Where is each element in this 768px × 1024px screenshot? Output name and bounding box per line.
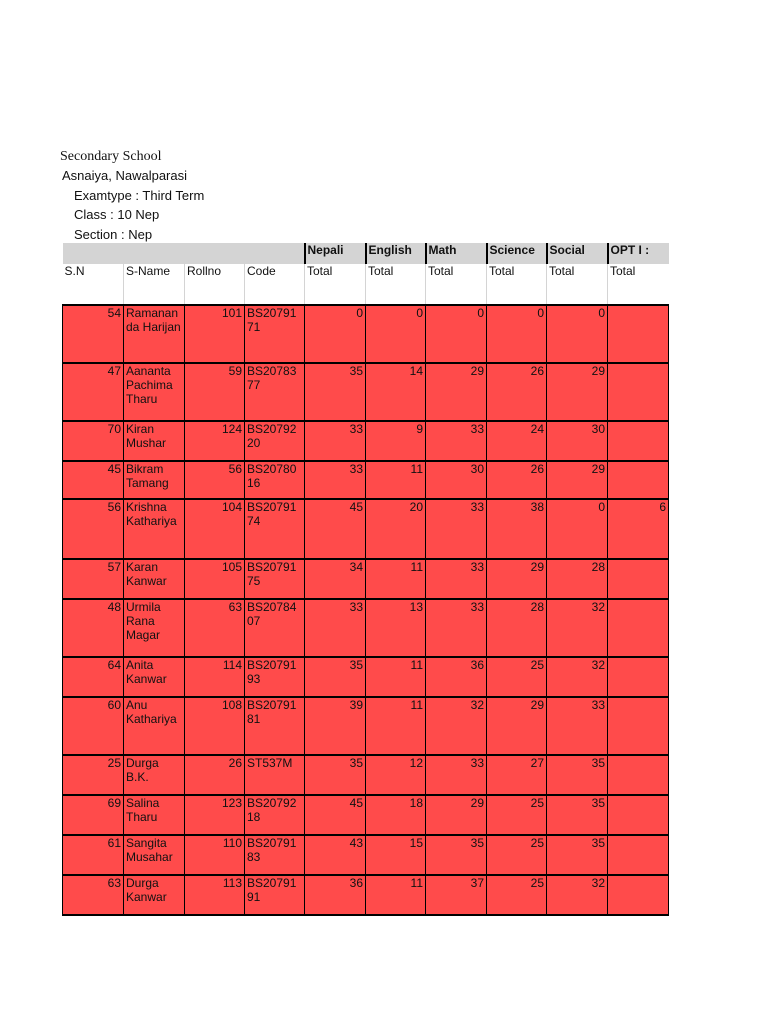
cell-name: Anita Kanwar xyxy=(124,657,185,697)
cell-sn: 61 xyxy=(63,835,124,875)
cell-total-science: 28 xyxy=(487,599,547,657)
cell-name: Salina Tharu xyxy=(124,795,185,835)
cell-sn: 47 xyxy=(63,363,124,421)
cell-total-english: 9 xyxy=(366,421,426,461)
cell-name: Anu Kathariya xyxy=(124,697,185,755)
column-header-row xyxy=(63,264,669,305)
cell-name: Karan Kanwar xyxy=(124,559,185,599)
cell-total-social: 29 xyxy=(547,363,608,421)
col-sn: S.N xyxy=(63,264,124,305)
cell-total-science: 25 xyxy=(487,835,547,875)
cell-total-science: 26 xyxy=(487,363,547,421)
col-total-nepali: Total xyxy=(305,264,366,305)
cell-total-opt1 xyxy=(608,875,669,915)
cell-total-nepali: 45 xyxy=(305,795,366,835)
cell-code: BS2078407 xyxy=(245,599,305,657)
cell-total-math: 32 xyxy=(426,697,487,755)
table-row xyxy=(63,499,669,559)
cell-sn: 57 xyxy=(63,559,124,599)
cell-code: BS2078016 xyxy=(245,461,305,499)
cell-total-nepali: 43 xyxy=(305,835,366,875)
table-row xyxy=(63,305,669,363)
class-label: Class : 10 Nep xyxy=(74,207,160,222)
cell-total-math: 37 xyxy=(426,875,487,915)
cell-code: BS2079171 xyxy=(245,305,305,363)
cell-total-nepali: 0 xyxy=(305,305,366,363)
cell-rollno: 56 xyxy=(185,461,245,499)
col-rollno: Rollno xyxy=(185,264,245,305)
col-total-math: Total xyxy=(426,264,487,305)
cell-total-opt1 xyxy=(608,835,669,875)
cell-name: Kiran Mushar xyxy=(124,421,185,461)
cell-total-english: 0 xyxy=(366,305,426,363)
cell-sn: 70 xyxy=(63,421,124,461)
col-code: Code xyxy=(245,264,305,305)
cell-total-english: 11 xyxy=(366,875,426,915)
cell-rollno: 114 xyxy=(185,657,245,697)
cell-total-opt1 xyxy=(608,461,669,499)
school-name: Secondary School xyxy=(60,149,162,164)
cell-sn: 54 xyxy=(63,305,124,363)
cell-name: Sangita Musahar xyxy=(124,835,185,875)
cell-total-opt1 xyxy=(608,599,669,657)
cell-total-science: 29 xyxy=(487,559,547,599)
cell-code: BS2079191 xyxy=(245,875,305,915)
cell-sn: 45 xyxy=(63,461,124,499)
table-row xyxy=(63,599,669,657)
cell-total-math: 35 xyxy=(426,835,487,875)
cell-total-science: 25 xyxy=(487,657,547,697)
cell-total-english: 18 xyxy=(366,795,426,835)
cell-total-nepali: 35 xyxy=(305,755,366,795)
cell-total-math: 33 xyxy=(426,755,487,795)
cell-total-math: 33 xyxy=(426,599,487,657)
cell-rollno: 108 xyxy=(185,697,245,755)
cell-total-nepali: 34 xyxy=(305,559,366,599)
cell-name: Durga B.K. xyxy=(124,755,185,795)
cell-total-nepali: 33 xyxy=(305,421,366,461)
cell-code: BS2078377 xyxy=(245,363,305,421)
cell-total-social: 35 xyxy=(547,835,608,875)
cell-total-science: 29 xyxy=(487,697,547,755)
cell-total-opt1 xyxy=(608,305,669,363)
table-row xyxy=(63,875,669,915)
cell-rollno: 110 xyxy=(185,835,245,875)
cell-sn: 63 xyxy=(63,875,124,915)
subject-math: Math xyxy=(426,243,487,264)
subject-english: English xyxy=(366,243,426,264)
cell-total-nepali: 45 xyxy=(305,499,366,559)
cell-name: Durga Kanwar xyxy=(124,875,185,915)
cell-total-math: 29 xyxy=(426,363,487,421)
cell-total-math: 29 xyxy=(426,795,487,835)
cell-total-social: 0 xyxy=(547,305,608,363)
table-row xyxy=(63,697,669,755)
cell-total-opt1 xyxy=(608,755,669,795)
table-row xyxy=(63,559,669,599)
cell-total-nepali: 35 xyxy=(305,363,366,421)
cell-code: BS2079181 xyxy=(245,697,305,755)
cell-code: BS2079175 xyxy=(245,559,305,599)
cell-total-english: 14 xyxy=(366,363,426,421)
subject-header-row xyxy=(63,243,669,264)
cell-total-math: 33 xyxy=(426,559,487,599)
table-row xyxy=(63,755,669,795)
cell-rollno: 104 xyxy=(185,499,245,559)
col-total-english: Total xyxy=(366,264,426,305)
cell-total-nepali: 35 xyxy=(305,657,366,697)
cell-rollno: 113 xyxy=(185,875,245,915)
cell-total-math: 0 xyxy=(426,305,487,363)
cell-rollno: 63 xyxy=(185,599,245,657)
cell-total-opt1 xyxy=(608,421,669,461)
cell-rollno: 59 xyxy=(185,363,245,421)
table-row xyxy=(63,461,669,499)
cell-rollno: 123 xyxy=(185,795,245,835)
cell-code: BS2079220 xyxy=(245,421,305,461)
cell-sn: 64 xyxy=(63,657,124,697)
cell-total-social: 35 xyxy=(547,755,608,795)
cell-total-english: 11 xyxy=(366,697,426,755)
subject-science: Science xyxy=(487,243,547,264)
section-label: Section : Nep xyxy=(74,227,153,242)
cell-rollno: 124 xyxy=(185,421,245,461)
cell-total-english: 13 xyxy=(366,599,426,657)
cell-total-nepali: 39 xyxy=(305,697,366,755)
col-total-opt1: Total xyxy=(608,264,669,305)
cell-total-science: 27 xyxy=(487,755,547,795)
cell-total-science: 25 xyxy=(487,875,547,915)
cell-total-nepali: 33 xyxy=(305,599,366,657)
table-row xyxy=(63,363,669,421)
cell-total-social: 32 xyxy=(547,599,608,657)
cell-total-social: 29 xyxy=(547,461,608,499)
col-total-science: Total xyxy=(487,264,547,305)
cell-total-english: 11 xyxy=(366,657,426,697)
cell-total-social: 28 xyxy=(547,559,608,599)
cell-name: Urmila Rana Magar xyxy=(124,599,185,657)
table-row xyxy=(63,421,669,461)
table-row xyxy=(63,835,669,875)
cell-total-science: 25 xyxy=(487,795,547,835)
cell-total-math: 36 xyxy=(426,657,487,697)
cell-total-social: 33 xyxy=(547,697,608,755)
cell-rollno: 26 xyxy=(185,755,245,795)
cell-code: ST537M xyxy=(245,755,305,795)
cell-total-opt1 xyxy=(608,795,669,835)
cell-total-nepali: 33 xyxy=(305,461,366,499)
cell-total-science: 38 xyxy=(487,499,547,559)
cell-total-english: 11 xyxy=(366,461,426,499)
cell-total-opt1 xyxy=(608,559,669,599)
cell-sn: 60 xyxy=(63,697,124,755)
cell-name: Aananta Pachima Tharu xyxy=(124,363,185,421)
col-total-social: Total xyxy=(547,264,608,305)
cell-total-opt1 xyxy=(608,363,669,421)
marks-table xyxy=(62,243,669,916)
cell-total-opt1 xyxy=(608,657,669,697)
cell-sn: 56 xyxy=(63,499,124,559)
cell-total-english: 15 xyxy=(366,835,426,875)
cell-rollno: 105 xyxy=(185,559,245,599)
cell-total-math: 30 xyxy=(426,461,487,499)
cell-total-social: 35 xyxy=(547,795,608,835)
exam-type: Examtype : Third Term xyxy=(74,188,205,203)
cell-name: Ramanan da Harijan xyxy=(124,305,185,363)
cell-total-math: 33 xyxy=(426,421,487,461)
subject-social: Social xyxy=(547,243,608,264)
cell-sn: 69 xyxy=(63,795,124,835)
cell-total-science: 0 xyxy=(487,305,547,363)
cell-total-social: 32 xyxy=(547,875,608,915)
cell-total-social: 0 xyxy=(547,499,608,559)
table-row xyxy=(63,657,669,697)
table-row xyxy=(63,795,669,835)
cell-sn: 48 xyxy=(63,599,124,657)
cell-total-math: 33 xyxy=(426,499,487,559)
cell-sn: 25 xyxy=(63,755,124,795)
cell-total-opt1 xyxy=(608,697,669,755)
cell-code: BS2079193 xyxy=(245,657,305,697)
cell-total-english: 11 xyxy=(366,559,426,599)
cell-total-nepali: 36 xyxy=(305,875,366,915)
subject-nepali: Nepali xyxy=(305,243,366,264)
cell-code: BS2079218 xyxy=(245,795,305,835)
cell-total-social: 30 xyxy=(547,421,608,461)
school-address: Asnaiya, Nawalparasi xyxy=(62,168,188,183)
cell-total-science: 26 xyxy=(487,461,547,499)
cell-total-opt1: 6 xyxy=(608,499,669,559)
cell-name: Krishna Kathariya xyxy=(124,499,185,559)
cell-name: Bikram Tamang xyxy=(124,461,185,499)
cell-code: BS2079183 xyxy=(245,835,305,875)
subject-opt1: OPT I : xyxy=(608,243,669,264)
cell-rollno: 101 xyxy=(185,305,245,363)
cell-total-english: 12 xyxy=(366,755,426,795)
cell-total-social: 32 xyxy=(547,657,608,697)
cell-code: BS2079174 xyxy=(245,499,305,559)
col-sname: S-Name xyxy=(124,264,185,305)
cell-total-english: 20 xyxy=(366,499,426,559)
cell-total-science: 24 xyxy=(487,421,547,461)
